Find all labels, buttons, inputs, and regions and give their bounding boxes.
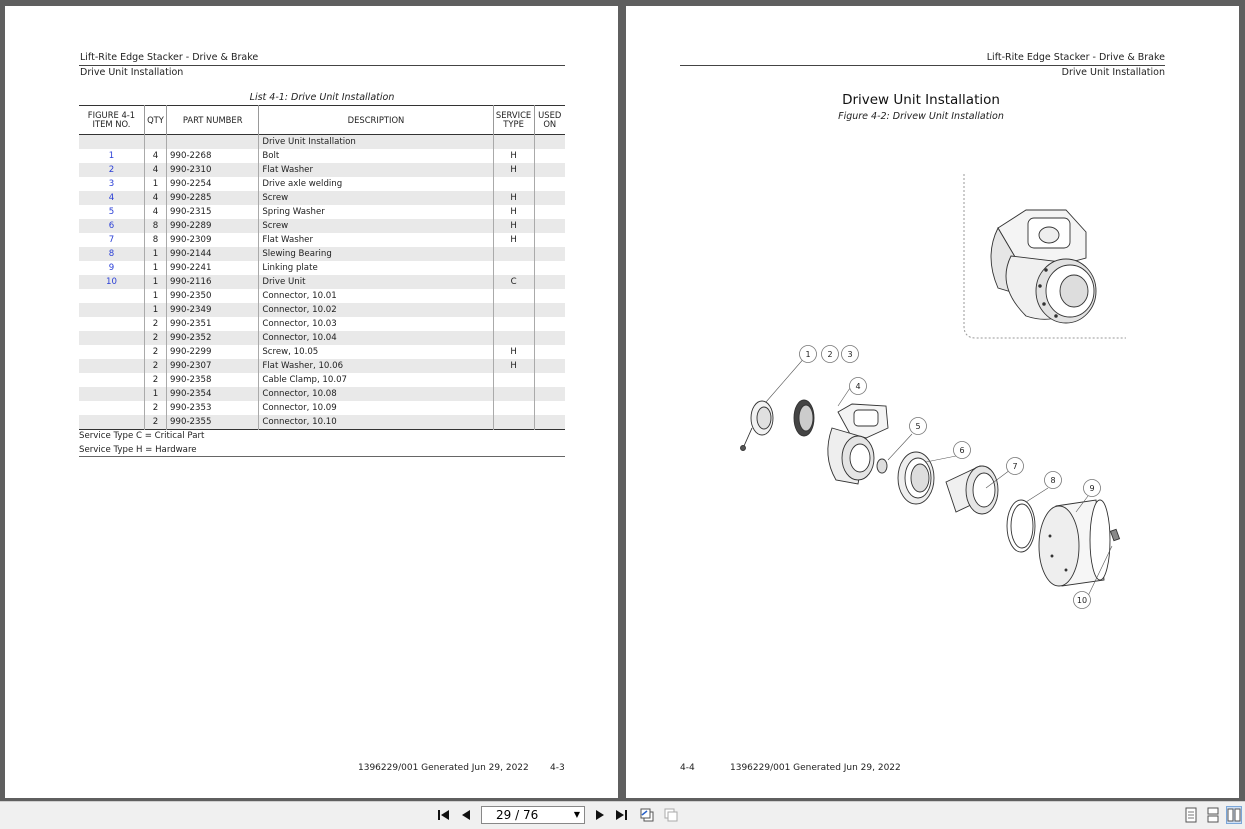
col-service-header: SERVICE TYPE <box>493 106 534 135</box>
cell-service-type <box>493 303 534 317</box>
figure-title: Drivew Unit Installation <box>842 92 1000 108</box>
cell-qty: 2 <box>144 415 166 430</box>
slewing-bearing-ring-image <box>1007 500 1035 552</box>
table-row <box>79 163 565 177</box>
table-header-row <box>79 106 565 135</box>
cell-qty: 8 <box>144 233 166 247</box>
cell-part-number: 990-2354 <box>167 387 259 401</box>
cell-service-type <box>493 415 534 430</box>
table-row <box>79 247 565 261</box>
cell-qty: 2 <box>144 359 166 373</box>
spring-washer-part-image <box>877 459 887 473</box>
cell-description: Drive Unit <box>259 275 493 289</box>
cell-used-on <box>534 191 565 205</box>
cell-used-on <box>534 219 565 233</box>
cell-service-type: H <box>493 345 534 359</box>
cell-item-no[interactable]: 5 <box>108 207 115 217</box>
cell-item-no <box>79 373 144 387</box>
last-page-icon[interactable] <box>613 806 629 824</box>
cell-used-on <box>534 331 565 345</box>
cell-part-number: 990-2310 <box>167 163 259 177</box>
cell-service-type: H <box>493 233 534 247</box>
next-page-icon[interactable] <box>592 806 608 824</box>
cell-qty: 4 <box>144 205 166 219</box>
callout-label: 8 <box>1050 476 1056 485</box>
cell-used-on <box>534 233 565 247</box>
callout-label: 4 <box>855 382 861 391</box>
callout-label: 6 <box>959 446 965 455</box>
cell-qty: 8 <box>144 219 166 233</box>
cell-service-type <box>493 401 534 415</box>
ring-seal-part-image <box>898 452 934 504</box>
cell-used-on <box>534 401 565 415</box>
exploded-diagram <box>626 166 1239 786</box>
cell-service-type: H <box>493 359 534 373</box>
assembled-drive-unit-image <box>991 210 1096 323</box>
callout-label: 9 <box>1089 484 1095 493</box>
cell-item-no[interactable]: 3 <box>108 179 115 189</box>
footer-page-number: 4-3 <box>550 763 565 773</box>
cell-qty: 2 <box>144 401 166 415</box>
continuous-view-icon[interactable] <box>1206 806 1220 824</box>
cell-item-no <box>79 401 144 415</box>
note-hardware: Service Type H = Hardware <box>79 445 197 455</box>
table-row <box>79 387 565 401</box>
previous-page-icon[interactable] <box>458 806 474 824</box>
table-row <box>79 359 565 373</box>
table-row <box>79 289 565 303</box>
cell-service-type: H <box>493 149 534 163</box>
cell-service-type <box>493 373 534 387</box>
callout-label: 10 <box>1076 596 1088 605</box>
cell-used-on <box>534 303 565 317</box>
cell-part-number: 990-2268 <box>167 149 259 163</box>
cell-description: Connector, 10.09 <box>259 401 493 415</box>
cell-qty: 2 <box>144 373 166 387</box>
col-desc-header: DESCRIPTION <box>259 106 493 135</box>
cell-used-on <box>534 387 565 401</box>
cell-part-number: 990-2315 <box>167 205 259 219</box>
previous-view-icon[interactable] <box>638 806 656 824</box>
slewing-gear-part-image <box>794 400 814 436</box>
cell-qty: 4 <box>144 149 166 163</box>
table-row <box>79 275 565 289</box>
cell-service-type <box>493 247 534 261</box>
cell-qty: 4 <box>144 163 166 177</box>
cell-description: Screw <box>259 191 493 205</box>
inset-view <box>964 174 1126 338</box>
callout-label: 5 <box>915 422 921 431</box>
cell-service-type <box>493 331 534 345</box>
cell-part-number: 990-2352 <box>167 331 259 345</box>
cell-description: Connector, 10.08 <box>259 387 493 401</box>
note-critical: Service Type C = Critical Part <box>79 431 205 441</box>
cell-description: Connector, 10.03 <box>259 317 493 331</box>
col-used-header: USED ON <box>534 106 565 135</box>
cell-item-no <box>79 317 144 331</box>
cell-service-type <box>493 135 534 150</box>
callout-label: 3 <box>847 350 853 359</box>
cell-description: Flat Washer <box>259 163 493 177</box>
table-row <box>79 401 565 415</box>
cell-part-number <box>167 135 259 150</box>
notes-rule <box>79 456 565 457</box>
drive-unit-cylinder-image <box>1039 500 1110 586</box>
callout-label: 2 <box>827 350 833 359</box>
motor-part-image <box>946 466 998 514</box>
table-row <box>79 345 565 359</box>
cell-part-number: 990-2299 <box>167 345 259 359</box>
cell-description: Screw, 10.05 <box>259 345 493 359</box>
cell-item-no[interactable]: 6 <box>108 221 115 231</box>
col-qty-header: QTY <box>144 106 166 135</box>
table-row <box>79 233 565 247</box>
cell-qty: 2 <box>144 345 166 359</box>
cell-part-number: 990-2116 <box>167 275 259 289</box>
cell-used-on <box>534 415 565 430</box>
cell-description: Connector, 10.04 <box>259 331 493 345</box>
cell-service-type <box>493 289 534 303</box>
next-view-icon[interactable] <box>662 806 680 824</box>
cell-description: Linking plate <box>259 261 493 275</box>
page-number-select[interactable] <box>481 806 585 824</box>
cell-service-type: H <box>493 205 534 219</box>
connector-part-image <box>1110 529 1119 540</box>
cell-item-no[interactable]: 4 <box>108 193 115 203</box>
cell-qty: 2 <box>144 331 166 345</box>
cell-used-on <box>534 261 565 275</box>
single-page-view-icon[interactable] <box>1184 806 1198 824</box>
right-page <box>626 6 1239 798</box>
cell-item-no[interactable]: 7 <box>108 235 115 245</box>
cell-part-number: 990-2355 <box>167 415 259 430</box>
cell-description: Connector, 10.10 <box>259 415 493 430</box>
cell-item-no <box>79 359 144 373</box>
cell-qty: 1 <box>144 177 166 191</box>
cell-service-type <box>493 177 534 191</box>
table-row <box>79 331 565 345</box>
cell-item-no[interactable]: 9 <box>108 263 115 273</box>
header-rule <box>79 65 565 66</box>
list-caption: List 4-1: Drive Unit Installation <box>249 92 395 103</box>
cell-description: Connector, 10.02 <box>259 303 493 317</box>
cell-description: Drive Unit Installation <box>259 135 493 150</box>
cell-part-number: 990-2351 <box>167 317 259 331</box>
cell-service-type: H <box>493 191 534 205</box>
cell-part-number: 990-2307 <box>167 359 259 373</box>
header-rule <box>680 65 1165 66</box>
cell-part-number: 990-2241 <box>167 261 259 275</box>
header-title: Lift-Rite Edge Stacker - Drive & Brake <box>80 52 259 63</box>
cell-qty: 1 <box>144 261 166 275</box>
cell-description: Spring Washer <box>259 205 493 219</box>
cell-description: Connector, 10.01 <box>259 289 493 303</box>
cell-qty: 1 <box>144 275 166 289</box>
bearing-part-image <box>741 401 774 451</box>
cell-qty: 2 <box>144 317 166 331</box>
cell-service-type: H <box>493 163 534 177</box>
cell-service-type: C <box>493 275 534 289</box>
callout-label: 1 <box>805 350 811 359</box>
table-row <box>79 205 565 219</box>
cell-used-on <box>534 149 565 163</box>
footer-doc-id: 1396229/001 Generated Jun 29, 2022 <box>730 763 901 773</box>
cell-part-number: 990-2353 <box>167 401 259 415</box>
cell-used-on <box>534 205 565 219</box>
header-subtitle: Drive Unit Installation <box>80 67 184 78</box>
cell-description: Drive axle welding <box>259 177 493 191</box>
cell-part-number: 990-2285 <box>167 191 259 205</box>
cell-part-number: 990-2350 <box>167 289 259 303</box>
cell-item-no <box>79 415 144 430</box>
cell-used-on <box>534 177 565 191</box>
cell-part-number: 990-2254 <box>167 177 259 191</box>
cell-qty: 1 <box>144 387 166 401</box>
parts-table <box>79 105 565 430</box>
cell-item-no[interactable]: 2 <box>108 165 115 175</box>
table-row <box>79 177 565 191</box>
cell-used-on <box>534 359 565 373</box>
header-subtitle: Drive Unit Installation <box>1061 67 1165 78</box>
cell-service-type <box>493 261 534 275</box>
cell-used-on <box>534 317 565 331</box>
cell-description: Cable Clamp, 10.07 <box>259 373 493 387</box>
cell-qty: 1 <box>144 289 166 303</box>
cell-qty <box>144 135 166 150</box>
cell-used-on <box>534 163 565 177</box>
cell-part-number: 990-2144 <box>167 247 259 261</box>
cell-used-on <box>534 289 565 303</box>
table-row <box>79 219 565 233</box>
cell-service-type <box>493 387 534 401</box>
cell-item-no <box>79 303 144 317</box>
table-row <box>79 317 565 331</box>
table-row <box>79 303 565 317</box>
cell-service-type <box>493 317 534 331</box>
figure-caption: Figure 4-2: Drivew Unit Installation <box>838 111 1004 122</box>
cell-part-number: 990-2289 <box>167 219 259 233</box>
left-page <box>5 6 618 798</box>
col-part-header: PART NUMBER <box>167 106 259 135</box>
cell-item-no <box>79 345 144 359</box>
cell-used-on <box>534 135 565 150</box>
cell-part-number: 990-2358 <box>167 373 259 387</box>
cell-item-no <box>79 289 144 303</box>
cell-description: Flat Washer <box>259 233 493 247</box>
cell-part-number: 990-2349 <box>167 303 259 317</box>
cell-used-on <box>534 275 565 289</box>
cell-qty: 4 <box>144 191 166 205</box>
cell-description: Slewing Bearing <box>259 247 493 261</box>
cell-description: Bolt <box>259 149 493 163</box>
table-row <box>79 261 565 275</box>
cell-item-no <box>79 331 144 345</box>
cell-item-no <box>79 387 144 401</box>
table-row <box>79 149 565 163</box>
cell-used-on <box>534 373 565 387</box>
cell-item-no <box>79 135 144 150</box>
cell-item-no[interactable]: 8 <box>108 249 115 259</box>
cell-used-on <box>534 247 565 261</box>
table-row <box>79 415 565 430</box>
footer-doc-id: 1396229/001 Generated Jun 29, 2022 <box>358 763 529 773</box>
page-indicator: 29 / 76 <box>496 808 539 822</box>
two-page-view-icon[interactable] <box>1226 806 1242 824</box>
dropdown-arrow-icon: ▼ <box>573 810 580 819</box>
cell-used-on <box>534 345 565 359</box>
cell-part-number: 990-2309 <box>167 233 259 247</box>
cell-item-no[interactable]: 1 <box>108 151 115 161</box>
table-row <box>79 191 565 205</box>
first-page-icon[interactable] <box>436 806 452 824</box>
footer-page-number: 4-4 <box>680 763 695 773</box>
table-row <box>79 135 565 150</box>
cell-item-no[interactable]: 10 <box>105 277 117 287</box>
cell-qty: 1 <box>144 303 166 317</box>
viewer-toolbar <box>0 801 1245 829</box>
cell-description: Flat Washer, 10.06 <box>259 359 493 373</box>
header-title: Lift-Rite Edge Stacker - Drive & Brake <box>986 52 1165 63</box>
col-item-header: FIGURE 4-1 ITEM NO. <box>87 110 136 129</box>
callout-label: 7 <box>1012 462 1018 471</box>
cell-service-type: H <box>493 219 534 233</box>
table-row <box>79 373 565 387</box>
cell-description: Screw <box>259 219 493 233</box>
cell-qty: 1 <box>144 247 166 261</box>
